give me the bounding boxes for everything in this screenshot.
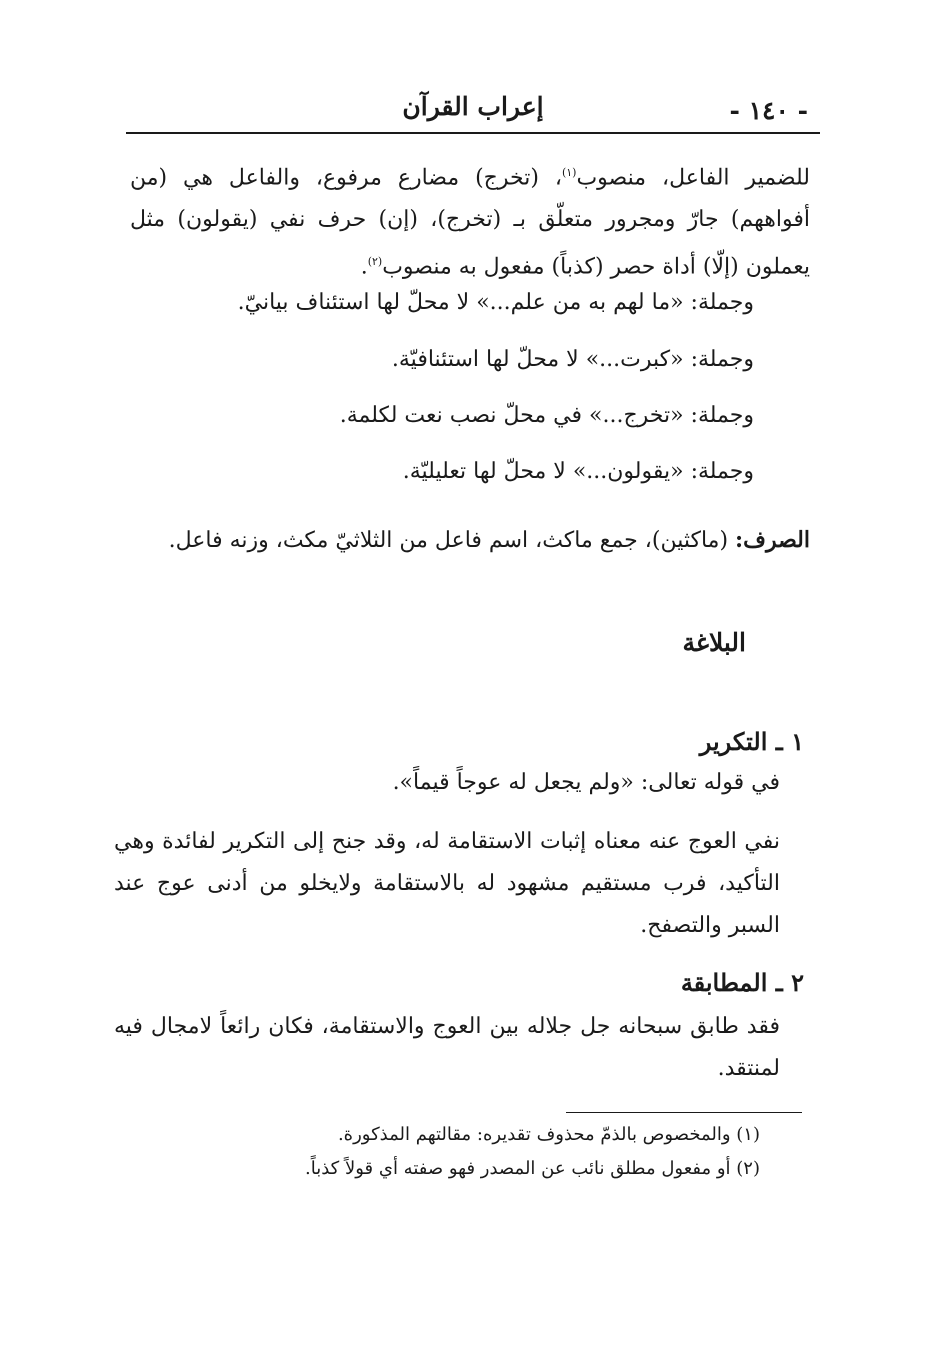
paragraph-sarf xyxy=(130,519,810,562)
para1-part3: . xyxy=(360,254,368,280)
sentence-3: وجملة: «تخرج...» في محلّ نصب نعت لكلمة. xyxy=(339,403,754,428)
section-title-balagha: البلاغة xyxy=(682,628,746,657)
para1-part1: للضمير الفاعل، منصوب xyxy=(576,165,810,191)
page-header xyxy=(126,88,820,132)
para1-part2: ، (تخرج) مضارع مرفوع، والفاعل هي (من أفواههم) جارّ ومجرور متعلّق بـ (تخرج)، (إن) حرف نفي (يقولون) مثل يعملون (إلّا) أداة حصر (كذباً) مفعول به منصوب xyxy=(130,165,810,280)
footnote-ref-2[interactable]: (٢) xyxy=(367,255,383,269)
sentence-1: وجملة: «ما لهم به من علم...» لا محلّ لها استئناف بيانيّ. xyxy=(237,290,754,315)
sentence-2: وجملة: «كبرت...» لا محلّ لها استئنافيّة. xyxy=(391,347,754,372)
paragraph-i3rab xyxy=(130,152,810,289)
sentence-4: وجملة: «يقولون...» لا محلّ لها تعليليّة. xyxy=(402,459,754,484)
header-rule xyxy=(126,132,820,134)
paragraph-takrir: نفي العوج عنه معناه إثبات الاستقامة له، وقد جنح إلى التكرير لفائدة وهي التأكيد، فرب مستقيم مشهود له بالاستقامة ولايخلو من أدنى عوج عند السبر والتصفح. xyxy=(114,829,780,938)
footnote-1: (١) والمخصوص بالذمّ محذوف تقديره: مقالتهم المذكورة. xyxy=(337,1124,760,1145)
sarf-text: (ماكثين)، جمع ماكث، اسم فاعل من الثلاثيّ مكث، وزنه فاعل. xyxy=(168,528,736,553)
subsection-title-mutabaqa: ٢ ـ المطابقة xyxy=(680,968,804,997)
page-number: - ١٤٠ - xyxy=(729,96,808,125)
running-title: إعراب القرآن xyxy=(402,92,544,121)
sarf-label: الصرف: xyxy=(735,527,810,553)
subsection-title-takrir: ١ ـ التكرير xyxy=(699,727,804,756)
footnote-rule xyxy=(566,1112,802,1113)
footnote-2: (٢) أو مفعول مطلق نائب عن المصدر فهو صفته أي قولاً كذباً. xyxy=(305,1158,760,1179)
paragraph-mutabaqa: فقد طابق سبحانه جل جلاله بين العوج والاستقامة، فكان رائعاً لامجال فيه لمنتقد. xyxy=(114,1014,780,1081)
takrir-verse: في قوله تعالى: «ولم يجعل له عوجاً قيماً». xyxy=(392,770,780,795)
footnote-ref-1[interactable]: (١) xyxy=(561,166,577,179)
